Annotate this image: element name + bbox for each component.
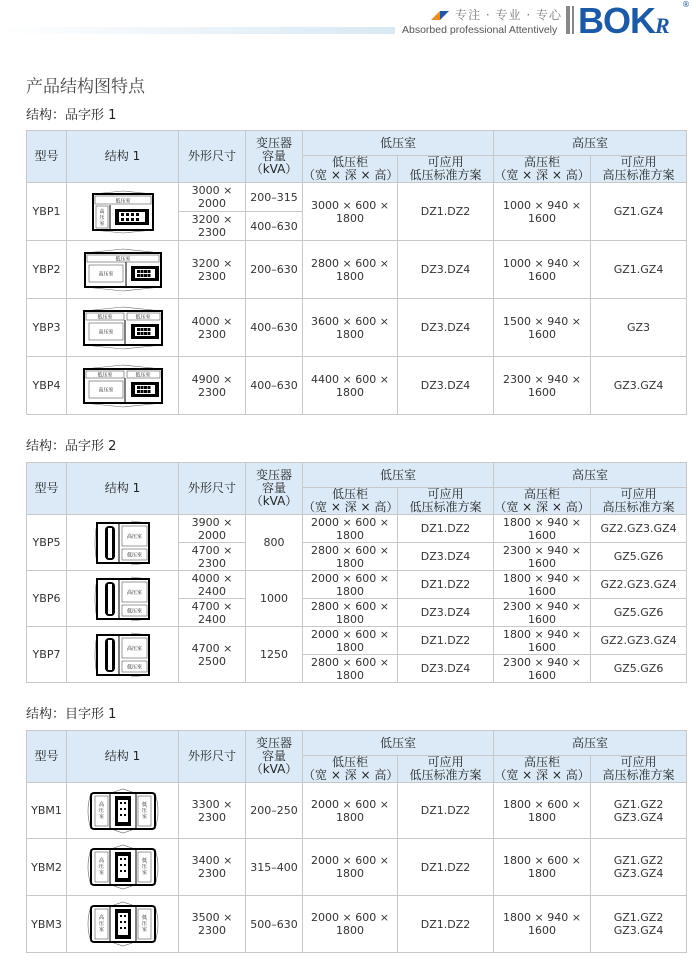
hv-scheme: GZ1.GZ4 [591, 241, 687, 299]
svg-text:高压室: 高压室 [126, 533, 142, 540]
lv-scheme: DZ3.DZ4 [398, 599, 494, 627]
svg-text:室: 室 [141, 927, 147, 933]
svg-text:压: 压 [141, 921, 147, 927]
col-hv-scheme: 可应用 高压标准方案 [591, 756, 687, 783]
size: 4900 × 2300 [179, 357, 246, 415]
col-model: 型号 [27, 463, 67, 515]
model: YBP4 [27, 357, 67, 415]
table-row [27, 515, 687, 543]
lv-cabinet: 2800 × 600 × 1800 [303, 655, 398, 683]
col-hv-room: 高压室 [494, 463, 687, 488]
blue-triangle-icon [440, 11, 449, 20]
lv-scheme: DZ1.DZ2 [398, 839, 494, 896]
pin-a-layout-diagram [67, 190, 178, 234]
col-size: 外形尺寸 [179, 131, 246, 183]
model: YBP7 [27, 627, 67, 683]
svg-text:高: 高 [98, 801, 104, 808]
structure-diagram [67, 241, 179, 299]
hv-scheme: GZ2.GZ3.GZ4 [591, 571, 687, 599]
hv-scheme: GZ5.GZ6 [591, 543, 687, 571]
svg-text:室: 室 [141, 813, 147, 820]
lv-scheme: DZ1.DZ2 [398, 783, 494, 839]
size: 4000 × 2300 [179, 299, 246, 357]
hv-cabinet: 2300 × 940 × 1600 [494, 655, 591, 683]
model: YBP3 [27, 299, 67, 357]
hv-scheme: GZ1.GZ2 GZ3.GZ4 [591, 896, 687, 953]
hv-scheme: GZ2.GZ3.GZ4 [591, 515, 687, 543]
capacity: 500–630 [246, 896, 303, 953]
capacity: 800 [246, 515, 303, 571]
hv-cabinet: 1800 × 940 × 1600 [494, 627, 591, 655]
col-transformer: 变压器 容量 （kVA） [246, 131, 303, 183]
size: 3400 × 2300 [179, 839, 246, 896]
col-structure: 结构 1 [67, 463, 179, 515]
hv-scheme: GZ3 [591, 299, 687, 357]
svg-text:室: 室 [98, 813, 104, 820]
col-hv-room: 高压室 [494, 131, 687, 156]
hv-cabinet: 2300 × 940 × 1600 [494, 599, 591, 627]
svg-text:高: 高 [98, 208, 105, 215]
capacity: 400–630 [246, 212, 303, 241]
svg-text:低压室: 低压室 [114, 198, 131, 204]
svg-text:压: 压 [98, 921, 104, 927]
pin2-layout-diagram [67, 519, 178, 567]
model: YBP2 [27, 241, 67, 299]
col-hv-cabinet: 高压柜 （宽 × 深 × 高） [494, 487, 590, 514]
table-row [27, 627, 687, 655]
hv-cabinet: 1500 × 940 × 1600 [494, 299, 591, 357]
lv-scheme: DZ3.DZ4 [398, 543, 494, 571]
lv-cabinet: 2000 × 600 × 1800 [303, 896, 398, 953]
hv-scheme: GZ2.GZ3.GZ4 [591, 627, 687, 655]
spec-table [26, 462, 687, 683]
size: 4700 × 2400 [179, 599, 246, 627]
capacity: 1250 [246, 627, 303, 683]
mu-layout-diagram [67, 788, 178, 834]
lv-scheme: DZ1.DZ2 [398, 896, 494, 953]
hv-scheme: GZ3.GZ4 [591, 357, 687, 415]
size: 3900 × 2000 [179, 515, 246, 543]
capacity: 200–315 [246, 183, 303, 212]
svg-text:高: 高 [98, 915, 104, 921]
hv-cabinet: 1800 × 600 × 1800 [494, 783, 591, 839]
lv-cabinet: 3600 × 600 × 1800 [303, 299, 398, 357]
col-structure: 结构 1 [67, 131, 179, 183]
structure-diagram [67, 515, 179, 571]
hv-scheme: GZ5.GZ6 [591, 599, 687, 627]
capacity: 200–250 [246, 783, 303, 839]
svg-text:压: 压 [141, 807, 147, 814]
divider [572, 6, 574, 34]
col-hv-cabinet: 高压柜 （宽 × 深 × 高） [494, 755, 590, 782]
lv-cabinet: 2000 × 600 × 1800 [303, 839, 398, 896]
lv-scheme: DZ3.DZ4 [398, 655, 494, 683]
svg-text:低压室: 低压室 [96, 372, 113, 378]
size: 3300 × 2300 [179, 783, 246, 839]
col-structure: 结构 1 [67, 731, 179, 783]
col-size: 外形尺寸 [179, 463, 246, 515]
col-model: 型号 [27, 131, 67, 183]
table-row [27, 241, 687, 299]
lv-cabinet: 3000 × 600 × 1800 [303, 183, 398, 241]
hv-scheme: GZ5.GZ6 [591, 655, 687, 683]
lv-scheme: DZ1.DZ2 [398, 571, 494, 599]
size: 4700 × 2300 [179, 543, 246, 571]
section-title: 结构：品字形 1 [26, 108, 117, 123]
svg-text:压: 压 [98, 864, 104, 870]
table-row [27, 783, 687, 839]
svg-text:低压室: 低压室 [126, 608, 142, 614]
size: 3000 × 2000 [179, 183, 246, 212]
col-lv-room: 低压室 [303, 731, 494, 756]
hv-scheme: GZ1.GZ4 [591, 183, 687, 241]
hv-cabinet: 2300 × 940 × 1600 [494, 543, 591, 571]
hv-scheme: GZ1.GZ2 GZ3.GZ4 [591, 783, 687, 839]
svg-text:高压室: 高压室 [126, 645, 142, 652]
lv-scheme: DZ1.DZ2 [398, 515, 494, 543]
size: 3500 × 2300 [179, 896, 246, 953]
slogan-en: Absorbed professional Attentively [402, 24, 558, 36]
svg-text:高压室: 高压室 [97, 271, 114, 277]
size: 4000 × 2400 [179, 571, 246, 599]
svg-text:室: 室 [98, 870, 104, 876]
capacity: 400–630 [246, 357, 303, 415]
col-lv-scheme: 可应用 低压标准方案 [398, 488, 494, 515]
svg-text:压: 压 [98, 214, 105, 221]
hv-cabinet: 1800 × 940 × 1600 [494, 571, 591, 599]
table-row [27, 299, 687, 357]
svg-text:高压室: 高压室 [97, 329, 114, 335]
col-transformer: 变压器 容量 （kVA） [246, 463, 303, 515]
col-lv-cabinet: 低压柜 （宽 × 深 × 高） [303, 755, 399, 782]
svg-text:低压室: 低压室 [134, 314, 151, 320]
lv-cabinet: 2800 × 600 × 1800 [303, 543, 398, 571]
lv-cabinet: 2000 × 600 × 1800 [303, 571, 398, 599]
model: YBP6 [27, 571, 67, 627]
mu-layout-diagram [67, 901, 178, 947]
hv-cabinet: 1800 × 940 × 1600 [494, 896, 591, 953]
svg-text:低压室: 低压室 [126, 664, 142, 670]
structure-diagram [67, 839, 179, 896]
col-hv-scheme: 可应用 高压标准方案 [591, 156, 687, 183]
col-lv-room: 低压室 [303, 131, 494, 156]
lv-cabinet: 2000 × 600 × 1800 [303, 783, 398, 839]
model: YBM1 [27, 783, 67, 839]
svg-text:压: 压 [141, 864, 147, 870]
lv-scheme: DZ1.DZ2 [398, 183, 494, 241]
orange-triangle-icon [431, 11, 440, 20]
registered-mark: ® [682, 0, 690, 9]
lv-cabinet: 4400 × 600 × 1800 [303, 357, 398, 415]
capacity: 315–400 [246, 839, 303, 896]
svg-text:低: 低 [141, 858, 147, 864]
svg-text:室: 室 [98, 927, 104, 933]
spec-table [26, 130, 687, 415]
table-row [27, 571, 687, 599]
hv-cabinet: 1000 × 940 × 1600 [494, 183, 591, 241]
lv-cabinet: 2800 × 600 × 1800 [303, 241, 398, 299]
col-hv-room: 高压室 [494, 731, 687, 756]
svg-text:室: 室 [141, 870, 147, 876]
capacity: 400–630 [246, 299, 303, 357]
col-lv-cabinet: 低压柜 （宽 × 深 × 高） [303, 487, 399, 514]
structure-diagram [67, 896, 179, 953]
lv-cabinet: 2000 × 600 × 1800 [303, 627, 398, 655]
size: 3200 × 2300 [179, 241, 246, 299]
pin-a2-layout-diagram [67, 248, 178, 292]
hv-cabinet: 2300 × 940 × 1600 [494, 357, 591, 415]
hv-cabinet: 1000 × 940 × 1600 [494, 241, 591, 299]
svg-text:低压室: 低压室 [96, 314, 113, 320]
col-size: 外形尺寸 [179, 731, 246, 783]
model: YBP1 [27, 183, 67, 241]
hv-cabinet: 1800 × 600 × 1800 [494, 839, 591, 896]
col-model: 型号 [27, 731, 67, 783]
svg-text:低: 低 [141, 915, 147, 921]
svg-text:低压室: 低压室 [126, 552, 142, 558]
page-title: 产品结构图特点 [26, 77, 145, 97]
capacity: 200–630 [246, 241, 303, 299]
section-title: 结构：品字形 2 [26, 439, 117, 454]
pin2-layout-diagram [67, 575, 178, 623]
slogan-cn: 专注 · 专业 · 专心 [455, 8, 562, 22]
capacity: 1000 [246, 571, 303, 627]
svg-text:低: 低 [141, 801, 147, 808]
size: 4700 × 2500 [179, 627, 246, 683]
col-transformer: 变压器 容量 （kVA） [246, 731, 303, 783]
lv-cabinet: 2800 × 600 × 1800 [303, 599, 398, 627]
divider [566, 6, 570, 34]
table-row [27, 839, 687, 896]
lv-cabinet: 2000 × 600 × 1800 [303, 515, 398, 543]
svg-text:高压室: 高压室 [126, 589, 142, 596]
structure-diagram [67, 299, 179, 357]
header-bar [0, 27, 395, 34]
bok-logo: BOKR [578, 0, 669, 41]
col-lv-cabinet: 低压柜 （宽 × 深 × 高） [303, 155, 399, 182]
table-row [27, 357, 687, 415]
table-row [27, 896, 687, 953]
lv-scheme: DZ3.DZ4 [398, 241, 494, 299]
table-row [27, 183, 687, 212]
svg-text:低压室: 低压室 [134, 372, 151, 378]
structure-diagram [67, 183, 179, 241]
structure-diagram [67, 627, 179, 683]
svg-text:高: 高 [98, 858, 104, 864]
hv-scheme: GZ1.GZ2 GZ3.GZ4 [591, 839, 687, 896]
col-lv-scheme: 可应用 低压标准方案 [398, 756, 494, 783]
pin-b-layout-diagram [67, 306, 178, 350]
pin-b-layout-diagram [67, 364, 178, 408]
hv-cabinet: 1800 × 940 × 1600 [494, 515, 591, 543]
svg-text:压: 压 [98, 807, 104, 814]
col-hv-cabinet: 高压柜 （宽 × 深 × 高） [494, 155, 590, 182]
col-hv-scheme: 可应用 高压标准方案 [591, 488, 687, 515]
svg-text:低压室: 低压室 [114, 256, 131, 262]
mu-layout-diagram [67, 844, 178, 890]
model: YBP5 [27, 515, 67, 571]
lv-scheme: DZ3.DZ4 [398, 357, 494, 415]
structure-diagram [67, 357, 179, 415]
spec-table [26, 730, 687, 953]
model: YBM3 [27, 896, 67, 953]
col-lv-scheme: 可应用 低压标准方案 [398, 156, 494, 183]
lv-scheme: DZ1.DZ2 [398, 627, 494, 655]
size: 3200 × 2300 [179, 212, 246, 241]
pin2-layout-diagram [67, 631, 178, 679]
svg-text:高压室: 高压室 [97, 387, 114, 393]
structure-diagram [67, 783, 179, 839]
model: YBM2 [27, 839, 67, 896]
lv-scheme: DZ3.DZ4 [398, 299, 494, 357]
svg-text:室: 室 [98, 220, 105, 227]
section-title: 结构：目字形 1 [26, 707, 117, 722]
slogan [402, 6, 562, 36]
col-lv-room: 低压室 [303, 463, 494, 488]
structure-diagram [67, 571, 179, 627]
